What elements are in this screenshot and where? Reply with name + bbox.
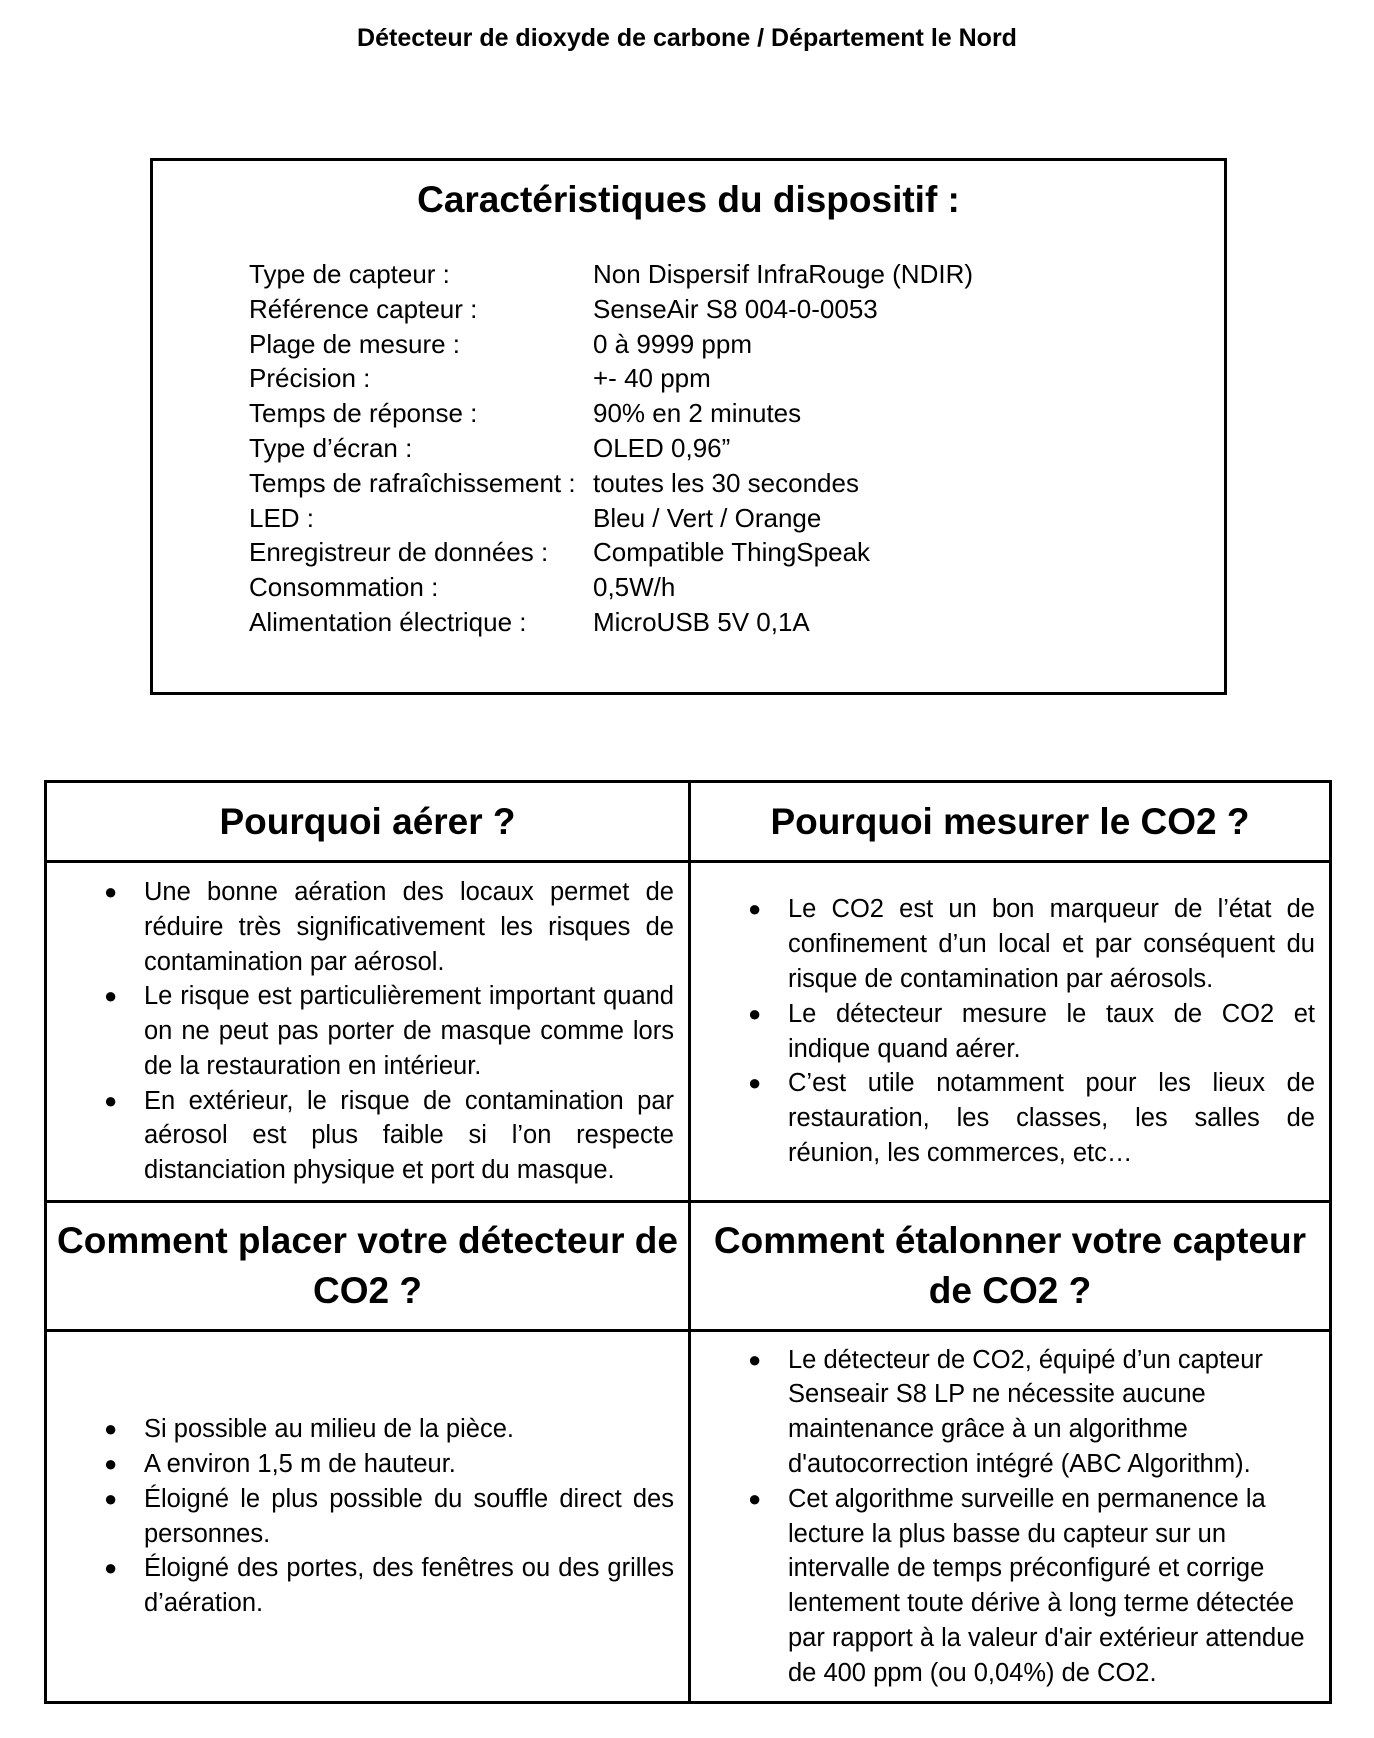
list-item <box>47 1084 688 1188</box>
spec-label: Temps de rafraîchissement : <box>249 467 576 498</box>
list-item <box>47 1412 688 1447</box>
section-body-why-measure-co2 <box>691 863 1329 1200</box>
spec-value: +- 40 ppm <box>593 363 711 394</box>
section-heading-why-ventilate: Pourquoi aérer ? <box>219 800 516 842</box>
spec-label: Enregistreur de données : <box>249 537 549 568</box>
info-table <box>44 780 1332 1704</box>
list-item <box>691 1343 1329 1482</box>
list-item-text: Le détecteur de CO2, équipé d’un capteur Senseair S8 LP ne nécessite aucune maintenance grâce à un algorithme d'autocorrection intégré (ABC Algorithm). <box>788 1345 1263 1478</box>
spec-label: Type de capteur : <box>249 259 450 289</box>
spec-value: 0 à 9999 ppm <box>593 328 753 359</box>
spec-row <box>249 431 973 466</box>
spec-label: LED : <box>249 502 315 533</box>
bullet-icon: ● <box>104 983 118 1009</box>
device-specs-box <box>150 158 1227 695</box>
spec-row <box>249 361 973 396</box>
list-item <box>691 892 1329 996</box>
bullet-list <box>47 875 688 1188</box>
spec-value: Non Dispersif InfraRouge (NDIR) <box>593 259 974 289</box>
bullet-icon: ● <box>104 1555 118 1581</box>
list-item <box>47 875 688 979</box>
spec-label: Référence capteur : <box>249 293 478 324</box>
list-item <box>691 1482 1329 1691</box>
section-heading-calibration: Comment étalonner votre capteur de CO2 ? <box>713 1220 1307 1311</box>
spec-label: Précision : <box>249 363 371 394</box>
list-item-text: Si possible au milieu de la pièce. <box>144 1415 514 1444</box>
bullet-icon: ● <box>748 1070 762 1096</box>
spec-row <box>249 257 973 292</box>
list-item-text: Éloigné des portes, des fenêtres ou des grilles d’aération. <box>144 1554 674 1618</box>
spec-row <box>249 466 973 501</box>
spec-row <box>249 501 973 536</box>
bullet-icon: ● <box>748 1000 762 1026</box>
bullet-icon: ● <box>104 1450 118 1476</box>
list-item <box>691 997 1329 1067</box>
bullet-icon: ● <box>748 1485 762 1511</box>
spec-value: Bleu / Vert / Orange <box>593 502 822 533</box>
list-item-text: Le risque est particulièrement important quand on ne peut pas porter de masque comme lors de la restauration en intérieur. <box>144 982 674 1080</box>
list-item-text: Cet algorithme surveille en permanence la lecture la plus basse du capteur sur un intervalle de temps préconfiguré et corrige lentement toute dérive à long terme détectée par rapport à la valeur d'air extérieur attendue de 400 ppm (ou 0,04%) de CO2. <box>788 1484 1305 1687</box>
bullet-list <box>691 1343 1329 1691</box>
list-item-text: Éloigné le plus possible du souffle direct des personnes. <box>144 1484 674 1548</box>
bullet-list <box>691 892 1329 1170</box>
bullet-icon: ● <box>104 878 118 904</box>
bullet-icon: ● <box>104 1087 118 1113</box>
list-item-text: Le détecteur mesure le taux de CO2 et indique quand aérer. <box>788 999 1315 1063</box>
list-item-text: C’est utile notamment pour les lieux de restauration, les classes, les salles de réunion, les commerces, etc… <box>788 1069 1315 1167</box>
section-body-why-ventilate <box>47 863 688 1200</box>
spec-row <box>249 396 973 431</box>
list-item-text: En extérieur, le risque de contamination par aérosol est plus faible si l’on respecte distanciation physique et port du masque. <box>144 1086 674 1185</box>
bullet-icon: ● <box>748 896 762 922</box>
bullet-icon: ● <box>104 1485 118 1511</box>
list-item <box>691 1066 1329 1170</box>
spec-row <box>249 605 973 640</box>
list-item <box>47 979 688 1083</box>
spec-label: Type d’écran : <box>249 432 413 463</box>
section-body-placement <box>47 1332 688 1701</box>
document-title: Détecteur de dioxyde de carbone / Département le Nord <box>357 24 1017 52</box>
spec-value: toutes les 30 secondes <box>593 467 859 498</box>
list-item <box>47 1447 688 1482</box>
section-body-calibration <box>691 1332 1329 1701</box>
spec-label: Consommation : <box>249 572 439 603</box>
spec-label: Temps de réponse : <box>249 398 478 429</box>
section-heading-placement: Comment placer votre détecteur de CO2 ? <box>57 1220 678 1311</box>
list-item <box>47 1551 688 1621</box>
spec-row <box>249 327 973 362</box>
spec-row <box>249 570 973 605</box>
bullet-icon: ● <box>748 1346 762 1372</box>
section-heading-why-measure-co2: Pourquoi mesurer le CO2 ? <box>770 800 1250 842</box>
bullet-list <box>47 1412 688 1621</box>
spec-row <box>249 535 973 570</box>
list-item-text: Le CO2 est un bon marqueur de l’état de confinement d’un local et par conséquent du risque de contamination par aérosols. <box>788 895 1315 993</box>
list-item <box>47 1482 688 1552</box>
specs-title: Caractéristiques du dispositif : <box>417 179 960 220</box>
spec-value: 0,5W/h <box>593 572 676 603</box>
spec-value: OLED 0,96” <box>593 432 731 463</box>
spec-value: MicroUSB 5V 0,1A <box>593 606 810 637</box>
list-item-text: A environ 1,5 m de hauteur. <box>144 1449 456 1478</box>
spec-value: 90% en 2 minutes <box>593 398 802 429</box>
spec-row <box>249 292 973 327</box>
spec-value: SenseAir S8 004-0-0053 <box>593 293 878 324</box>
spec-label: Alimentation électrique : <box>249 606 527 637</box>
spec-value: Compatible ThingSpeak <box>593 537 871 568</box>
bullet-icon: ● <box>104 1416 118 1442</box>
spec-label: Plage de mesure : <box>249 328 461 359</box>
list-item-text: Une bonne aération des locaux permet de réduire très significativement les risques de contamination par aérosol. <box>144 877 674 976</box>
specs-list <box>249 257 973 640</box>
